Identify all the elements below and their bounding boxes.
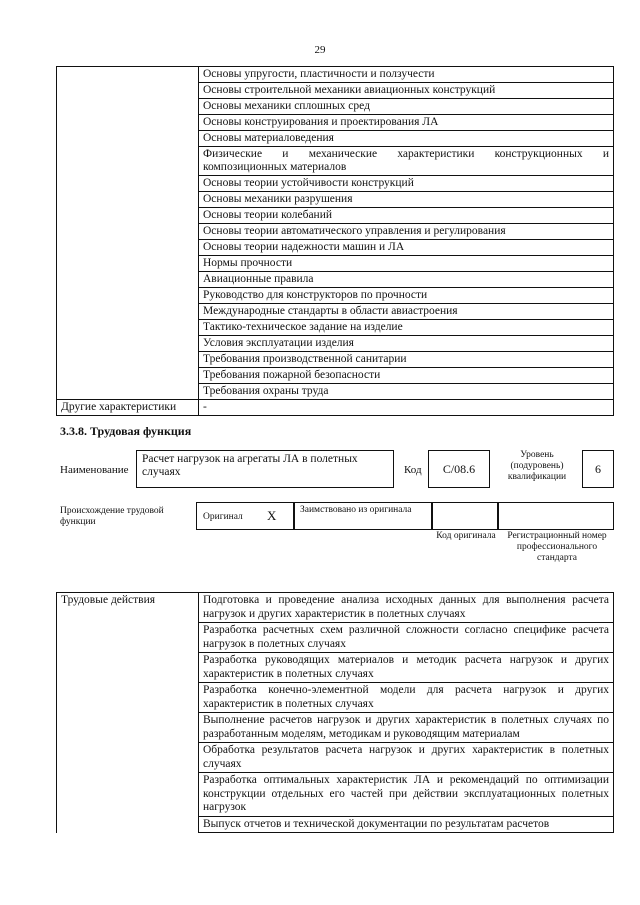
knowledge-item: Основы теории автоматического управления и регулирования xyxy=(199,224,614,240)
other-characteristics-label: Другие характеристики xyxy=(57,400,199,416)
knowledge-item: Основы теории устойчивости конструкций xyxy=(199,176,614,192)
knowledge-item: Основы строительной механики авиационных конструкций xyxy=(199,83,614,99)
knowledge-item: Основы теории колебаний xyxy=(199,208,614,224)
action-item: Выполнение расчетов нагрузок и других характеристик в полетных случаях по разработанным моделям, методикам и руководящим материалам xyxy=(199,713,614,743)
action-item: Выпуск отчетов и технической документации по результатам расчетов xyxy=(199,816,614,833)
knowledge-item: Основы конструирования и проектирования ЛА xyxy=(199,115,614,131)
knowledge-item: Основы упругости, пластичности и ползучести xyxy=(199,67,614,83)
page-number: 29 xyxy=(314,44,326,56)
knowledge-item: Основы механики разрушения xyxy=(199,192,614,208)
function-name-box: Расчет нагрузок на агрегаты ЛА в полетных случаях xyxy=(136,450,394,488)
actions-label: Трудовые действия xyxy=(57,593,199,833)
original-cell xyxy=(196,502,294,530)
code-label: Код xyxy=(404,464,422,476)
knowledge-item: Условия эксплуатации изделия xyxy=(199,336,614,352)
knowledge-item: Требования пожарной безопасности xyxy=(199,368,614,384)
knowledge-item: Физические и механические характеристики конструкционных и композиционных материалов xyxy=(199,147,614,176)
knowledge-item: Руководство для конструкторов по прочности xyxy=(199,288,614,304)
knowledge-item: Нормы прочности xyxy=(199,256,614,272)
name-label: Наименование xyxy=(60,464,129,476)
borrowed-cell: Заимствовано из оригинала xyxy=(294,502,432,530)
knowledge-table xyxy=(56,66,614,416)
action-item: Обработка результатов расчета нагрузок и других характеристик в полетных случаях xyxy=(199,743,614,773)
code-original-caption: Код оригинала xyxy=(436,531,496,541)
knowledge-item: Авиационные правила xyxy=(199,272,614,288)
original-mark: X xyxy=(267,508,277,523)
action-item: Разработка оптимальных характеристик ЛА и рекомендаций по оптимизации конструкции отдельных его частей при действии эксплуатационных полетных нагрузок xyxy=(199,773,614,817)
knowledge-item: Тактико-техническое задание на изделие xyxy=(199,320,614,336)
origin-label: Происхождение трудовой функции xyxy=(60,506,164,527)
actions-table xyxy=(56,592,614,833)
action-item: Подготовка и проведение анализа исходных данных для выполнения расчета нагрузок и других характеристик в полетных случаях xyxy=(199,593,614,623)
level-label: Уровень (подуровень) квалификации xyxy=(507,450,567,482)
knowledge-item: Основы механики сплошных сред xyxy=(199,99,614,115)
other-characteristics-value: - xyxy=(199,400,614,416)
section-title: 3.3.8. Трудовая функция xyxy=(60,424,192,438)
original-label: Оригинал xyxy=(203,512,243,522)
reg-number-cell xyxy=(498,502,614,530)
code-value-box: C/08.6 xyxy=(428,450,490,488)
code-original-cell xyxy=(432,502,498,530)
action-item: Разработка руководящих материалов и методик расчета нагрузок и других характеристик в полетных случаях xyxy=(199,653,614,683)
action-item: Разработка расчетных схем различной сложности согласно специфике расчета нагрузок в полетных случаях xyxy=(199,623,614,653)
reg-number-caption: Регистрационный номер профессионального стандарта xyxy=(507,531,607,563)
knowledge-item: Требования охраны труда xyxy=(199,384,614,400)
knowledge-item: Международные стандарты в области авиастроения xyxy=(199,304,614,320)
knowledge-label xyxy=(57,67,199,400)
knowledge-item: Основы теории надежности машин и ЛА xyxy=(199,240,614,256)
action-item: Разработка конечно-элементной модели для расчета нагрузок и других характеристик в полетных случаях xyxy=(199,683,614,713)
knowledge-item: Требования производственной санитарии xyxy=(199,352,614,368)
level-value-box: 6 xyxy=(582,450,614,488)
knowledge-item: Основы материаловедения xyxy=(199,131,614,147)
